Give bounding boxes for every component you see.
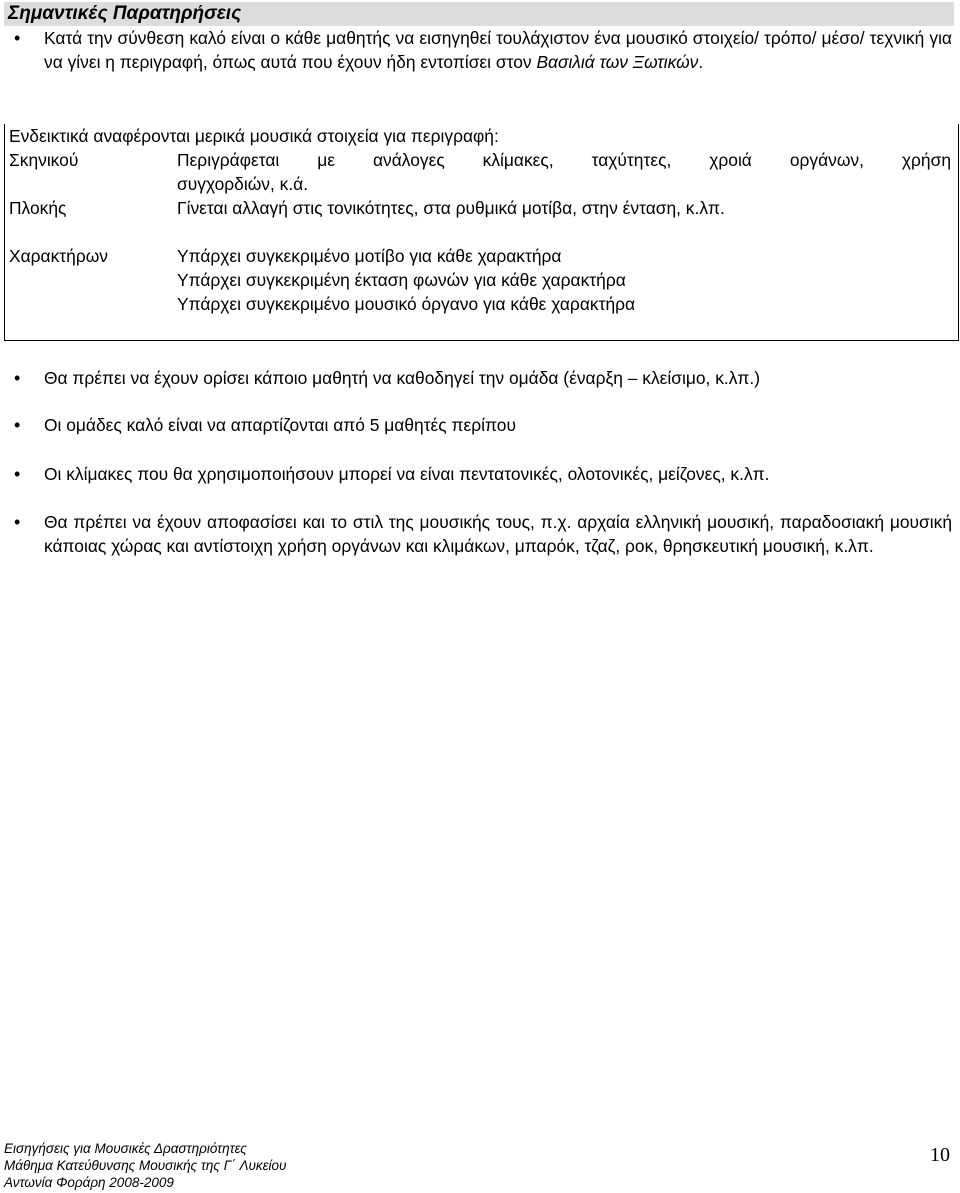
bullet-text: Κατά την σύνθεση καλό είναι ο κάθε μαθητής να εισηγηθεί τουλάχιστον ένα μουσικό στοιχείο/ τρόπο/ μέσο/ τεχνική για να γίνει η περιγραφή, όπως αυτά που έχουν ήδη εντοπίσει στον Βασιλιά των Ξωτικών. — [44, 28, 952, 72]
footer-line: Εισηγήσεις για Μουσικές Δραστηριότητες — [4, 1141, 247, 1156]
bullet-text: Οι ομάδες καλό είναι να απαρτίζονται από 5 μαθητές περίπου — [44, 415, 516, 435]
table-intro: Ενδεικτικά αναφέρονται μερικά μουσικά στοιχεία για περιγραφή: — [9, 126, 499, 146]
table-row-label: Πλοκής — [9, 198, 67, 218]
section-heading: Σημαντικές Παρατηρήσεις — [4, 2, 954, 26]
table-row-label: Σκηνικού — [9, 150, 79, 170]
table-row-description: Περιγράφεται με ανάλογες κλίμακες, ταχύτητες, χροιά οργάνων, χρήση συγχορδιών, κ.ά. — [177, 150, 951, 194]
page-number: 10 — [930, 1144, 950, 1166]
table-row-description: Γίνεται αλλαγή στις τονικότητες, στα ρυθμικά μοτίβα, στην ένταση, κ.λπ. — [177, 198, 725, 218]
bullet-icon: • — [14, 512, 21, 532]
bullet-icon: • — [14, 415, 21, 435]
table-row-label: Χαρακτήρων — [9, 246, 109, 266]
bullet-icon: • — [14, 464, 21, 484]
footer-line: Αντωνία Φοράρη 2008-2009 — [4, 1175, 174, 1190]
footer-line: Μάθημα Κατεύθυνσης Μουσικής της Γ΄ Λυκείου — [4, 1158, 287, 1173]
bullet-icon: • — [14, 28, 21, 48]
bullet-text: Οι κλίμακες που θα χρησιμοποιήσουν μπορεί να είναι πεντατονικές, ολοτονικές, μείζονες, κ.λπ. — [44, 464, 770, 484]
table-row-description: Υπάρχει συγκεκριμένο μοτίβο για κάθε χαρακτήρα Υπάρχει συγκεκριμένη έκταση φωνών για κάθε χαρακτήρα Υπάρχει συγκεκριμένο μουσικό όργανο για κάθε χαρακτήρα — [177, 246, 636, 314]
bullet-text: Θα πρέπει να έχουν ορίσει κάποιο μαθητή να καθοδηγεί την ομάδα (έναρξη – κλείσιμο, κ.λπ.) — [44, 368, 761, 388]
bullet-text: Θα πρέπει να έχουν αποφασίσει και το στιλ της μουσικής τους, π.χ. αρχαία ελληνική μουσική, παραδοσιακή μουσική κάποιας χώρας και αντίστοιχη χρήση οργάνων και κλιμάκων, μπαρόκ, τζαζ, ροκ, θρησκευτική μουσική, κ.λπ. — [44, 512, 952, 556]
bullet-icon: • — [14, 368, 21, 388]
